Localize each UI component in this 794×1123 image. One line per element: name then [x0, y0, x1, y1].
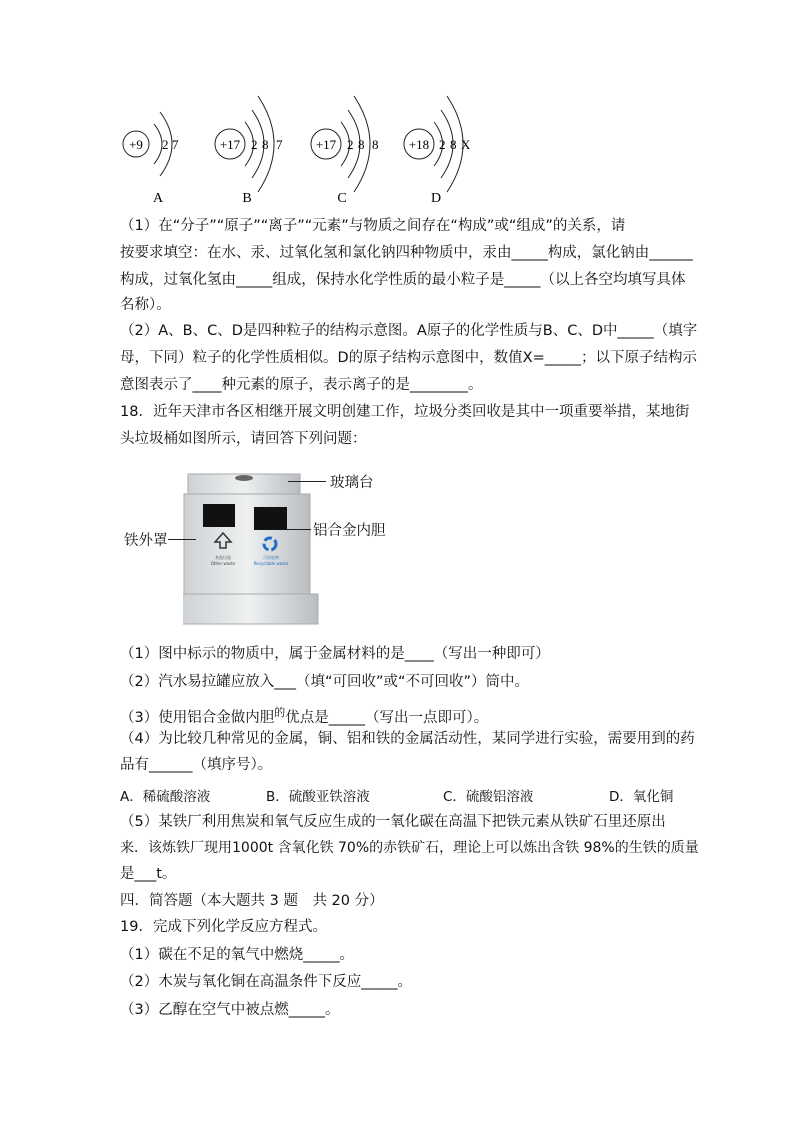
atom-structure-diagrams: [110, 90, 490, 210]
label-glass-top: 玻璃台: [330, 475, 374, 491]
question-text: （5）某铁厂利用焦炭和氧气反应生成的一氧化碳在高温下把铁元素从铁矿石里还原出: [120, 814, 666, 830]
question-text: （4）为比较几种常见的金属，铜、铝和铁的金属活动性，某同学进行实验，需要用到的药: [120, 731, 695, 747]
option-d: D．氧化铜: [609, 789, 674, 805]
shell-electrons: 2: [439, 137, 446, 152]
text-part: 的: [274, 706, 286, 719]
sign-other-waste-en: Other waste: [210, 561, 236, 566]
nucleus-charge: +17: [219, 137, 241, 152]
atom-diagram-c: [311, 96, 379, 206]
sign-recyclable-en: Recyclable waste: [253, 561, 289, 566]
question-text: （1）在“分子”“原子”“离子”“元素”与物质之间存在“构成”或“组成”的关系，请: [120, 218, 626, 234]
nucleus-charge: +18: [408, 137, 430, 152]
question-text: （2）汽水易拉罐应放入___（填“可回收”或“不可回收”）筒中。: [120, 674, 530, 690]
question-text: 19．完成下列化学反应方程式。: [120, 919, 327, 935]
shell-electrons: 8: [372, 137, 379, 152]
atom-diagram-d: [404, 96, 471, 206]
section-heading: 四．简答题（本大题共 3 题 共 20 分）: [120, 893, 384, 909]
nucleus-charge: +17: [315, 137, 337, 152]
option-c: C．硫酸铝溶液: [443, 789, 534, 805]
question-text: （3）乙醇在空气中被点燃_____。: [120, 1002, 340, 1018]
text-part: （3）使用铝合金做内胆: [120, 709, 275, 726]
shell-electrons: 8: [262, 137, 269, 152]
atom-diagram-b: [215, 96, 283, 206]
question-text: 名称）。: [120, 297, 171, 313]
label-iron-cover: 铁外罩: [124, 533, 168, 549]
shell-electrons: 2: [251, 137, 258, 152]
shell-electrons: X: [461, 137, 471, 152]
sign-recyclable: 可回收物: [263, 555, 279, 560]
leader-line: [287, 529, 311, 530]
question-text: 头垃圾桶如图所示，请回答下列问题：: [120, 431, 367, 447]
question-text: 18．近年天津市各区相继开展文明创建工作，垃圾分类回收是其中一项重要举措，某地街: [120, 404, 690, 420]
leader-line: [288, 481, 326, 482]
trash-bin-image: [183, 470, 323, 630]
question-text: 意图表示了____种元素的原子，表示离子的是________。: [120, 377, 483, 393]
shell-electrons: 2: [347, 137, 354, 152]
sign-other-waste: 其他垃圾: [215, 555, 231, 560]
question-text: （2）A、B、C、D是四种粒子的结构示意图。A原子的化学性质与B、C、D中_____（填字: [120, 323, 698, 339]
question-text: 母，下同）粒子的化学性质相似。D的原子结构示意图中，数值X=_____；以下原子结构示: [120, 350, 697, 366]
question-text: （1）碳在不足的氧气中燃烧_____。: [120, 947, 354, 963]
question-text: 构成，过氧化氢由_____组成，保持水化学性质的最小粒子是_____（以上各空均填写具体: [120, 272, 686, 288]
question-text: 是___t。: [120, 866, 177, 882]
diagram-label: B: [242, 191, 252, 206]
shell-electrons: 7: [276, 137, 283, 152]
question-text: （2）木炭与氧化铜在高温条件下反应_____。: [120, 974, 412, 990]
leader-line: [168, 539, 196, 540]
question-text: 品有______（填序号）。: [120, 757, 273, 773]
question-text: [120, 704, 488, 727]
option-b: B．硫酸亚铁溶液: [266, 789, 370, 805]
shell-electrons: 7: [172, 137, 179, 152]
diagram-label: A: [152, 191, 164, 206]
question-text: 按要求填空：在水、汞、过氧化氢和氯化钠四种物质中，汞由_____构成，氯化钠由______: [120, 245, 693, 261]
question-text: 来．该炼铁厂现用1000t 含氧化铁 70%的赤铁矿石，理论上可以炼出含铁 98%的生铁的质量: [120, 840, 699, 856]
label-aluminum-liner: 铝合金内胆: [313, 523, 386, 539]
question-text: （1）图中标示的物质中，属于金属材料的是____（写出一种即可）: [120, 646, 550, 662]
diagram-label: D: [430, 191, 442, 206]
atom-diagram-a: [123, 112, 179, 206]
text-part: 优点是_____（写出一点即可）。: [285, 709, 489, 726]
shell-electrons: 2: [162, 137, 169, 152]
shell-electrons: 8: [358, 137, 365, 152]
nucleus-charge: +9: [129, 137, 143, 152]
diagram-label: C: [337, 191, 347, 206]
option-a: A．稀硫酸溶液: [120, 789, 211, 805]
shell-electrons: 8: [450, 137, 457, 152]
